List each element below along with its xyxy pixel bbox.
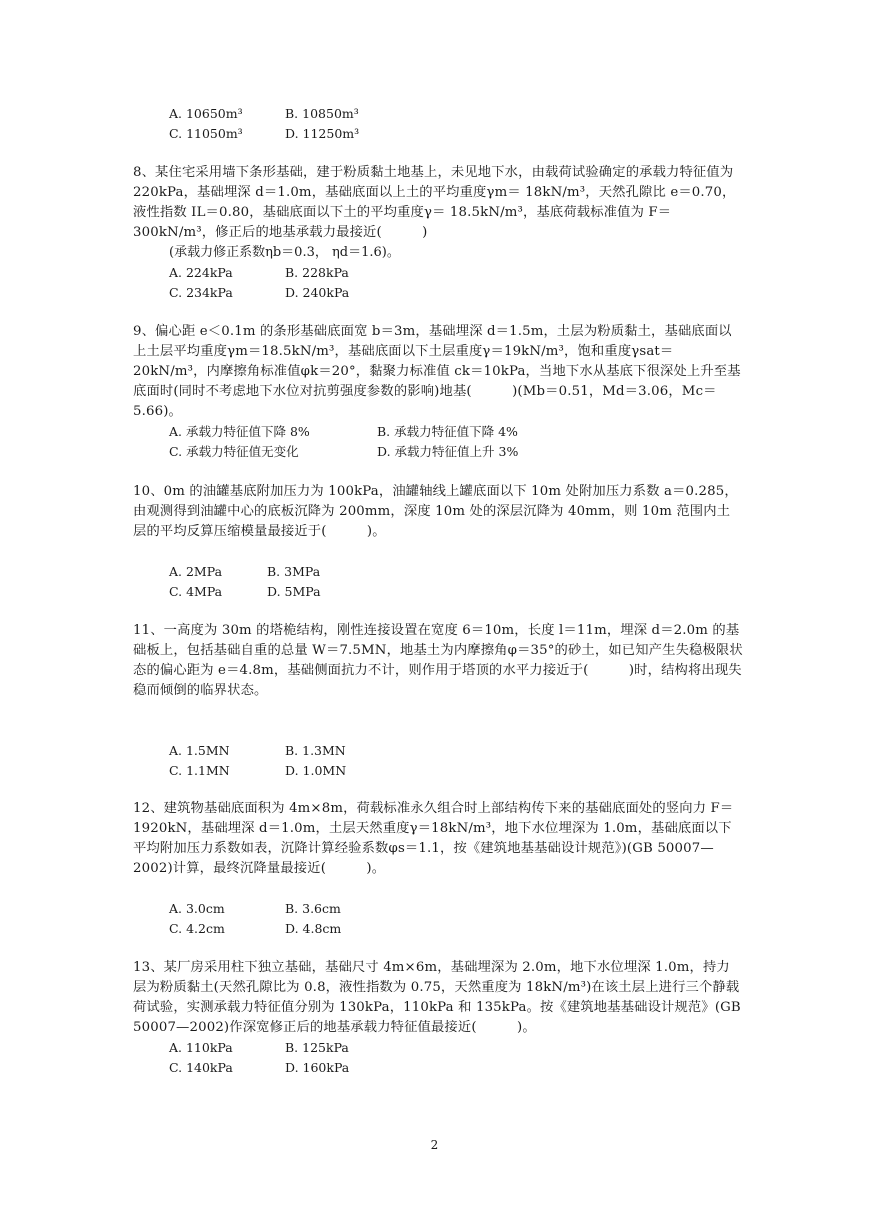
question-9-text: 9、偏心距 e＜0.1m 的条形基础底面宽 b＝3m，基础埋深 d＝1.5m，土层为粉质黏土，基础底面以上土层平均重度γm＝18.5kN/m³，基础底面以下土层重度γ＝19kN/m³，饱和重度γsat＝20kN/m³，内摩擦角标准值φk＝20°，黏聚力标准值 ck＝10kPa，当地下水从基底下很深处上升至基底面时(同时不考虑地下水位对抗剪强度参数的影响)地基( )(Mb＝0.51，Md＝3.06，Mc＝5.66)。: [133, 324, 741, 419]
option-d: D. 160kPa: [285, 1060, 350, 1075]
question-10: [133, 482, 743, 602]
option-row: [169, 761, 743, 781]
option-row: [169, 263, 743, 283]
option-a: A. 承载力特征值下降 8%: [169, 424, 310, 439]
option-row: [169, 919, 743, 939]
option-a: A. 2MPa: [169, 564, 223, 579]
option-row: [169, 1038, 743, 1058]
question-10-text: 10、0m 的油罐基底附加压力为 100kPa，油罐轴线上罐底面以下 10m 处附加压力系数 a＝0.285，由观测得到油罐中心的底板沉降为 200mm，深度 10m 处的深层沉降为 40mm，则 10m 范围内土层的平均反算压缩模量最接近于( )。: [133, 484, 738, 539]
option-c: C. 234kPa: [169, 285, 233, 300]
option-row: [169, 124, 743, 144]
option-c: C. 11050m³: [169, 126, 243, 141]
question-12-text: 12、建筑物基础底面积为 4m×8m，荷载标准永久组合时上部结构传下来的基础底面处的竖向力 F＝1920kN，基础埋深 d＝1.0m，土层天然重度γ＝18kN/m³，地下水位埋深为 1.0m，基础底面以下平均附加压力系数如表，沉降计算经验系数φs＝1.1，按《建筑地基基础设计规范》)(GB 50007—2002)计算，最终沉降量最接近( )。: [133, 801, 734, 876]
option-row: [169, 899, 743, 919]
question-12-options: [169, 899, 743, 939]
option-b: B. 125kPa: [285, 1040, 349, 1055]
question-12: [133, 799, 743, 939]
option-b: B. 1.3MN: [285, 743, 346, 758]
option-d: D. 240kPa: [285, 285, 350, 300]
option-a: A. 224kPa: [169, 265, 233, 280]
question-10-options: [169, 562, 743, 602]
question-8-options: [169, 263, 743, 303]
option-b: B. 3MPa: [267, 564, 321, 579]
question-13-text: 13、某厂房采用柱下独立基础，基础尺寸 4m×6m，基础埋深为 2.0m，地下水位埋深 1.0m，持力层为粉质黏土(天然孔隙比为 0.8，液性指数为 0.75，天然重度为 18kN/m³)在该土层上进行三个静载荷试验，实测承载力特征值分别为 130kPa，110kPa 和 135kPa。按《建筑地基基础设计规范》(GB 50007—2002)作深宽修正后的地基承载力特征值最接近( )。: [133, 960, 741, 1035]
question-11: [133, 621, 743, 781]
question-8: [133, 163, 743, 303]
option-b: B. 228kPa: [285, 265, 349, 280]
option-c: C. 1.1MN: [169, 763, 230, 778]
question-8-note: (承载力修正系数ηb＝0.3， ηd＝1.6)。: [169, 245, 400, 260]
question-11-options: [169, 741, 743, 781]
question-9: [133, 322, 743, 462]
option-row: [169, 104, 743, 124]
option-b: B. 3.6cm: [285, 901, 341, 916]
option-c: C. 4.2cm: [169, 921, 225, 936]
option-b: B. 承载力特征值下降 4%: [377, 424, 518, 439]
page-number: 2: [430, 1138, 439, 1152]
question-13-options: [169, 1038, 743, 1078]
option-row: [169, 422, 743, 442]
option-d: D. 1.0MN: [285, 763, 347, 778]
option-row: [169, 442, 743, 462]
option-a: A. 3.0cm: [169, 901, 225, 916]
option-a: A. 10650m³: [169, 106, 243, 121]
question-7-options: [169, 104, 743, 144]
question-11-text: 11、一高度为 30m 的塔桅结构，刚性连接设置在宽度 6＝10m，长度 l＝11m，埋深 d＝2.0m 的基础板上，包括基础自重的总量 W＝7.5MN，地基土为内摩擦角φ＝35°的砂土，如已知产生失稳极限状态的偏心距为 e＝4.8m，基础侧面抗力不计，则作用于塔顶的水平力接近于( )时，结构将出现失稳而倾倒的临界状态。: [133, 623, 743, 698]
option-row: [169, 283, 743, 303]
question-8-text: 8、某住宅采用墙下条形基础，建于粉质黏土地基上，未见地下水，由载荷试验确定的承载力特征值为220kPa，基础埋深 d＝1.0m，基础底面以上土的平均重度γm＝ 18kN/m³，天然孔隙比 e＝0.70，液性指数 IL＝0.80，基础底面以下土的平均重度γ＝ 18.5kN/m³，基底荷载标准值为 F＝300kN/m³，修正后的地基承载力最接近( ): [133, 165, 736, 240]
option-a: A. 110kPa: [169, 1040, 233, 1055]
option-d: D. 5MPa: [267, 584, 321, 599]
option-c: C. 140kPa: [169, 1060, 233, 1075]
question-7-options-block: [133, 104, 743, 144]
option-row: [169, 741, 743, 761]
option-d: D. 承载力特征值上升 3%: [377, 444, 519, 459]
option-a: A. 1.5MN: [169, 743, 230, 758]
question-13: [133, 958, 743, 1078]
question-9-options: [169, 422, 743, 462]
option-c: C. 承载力特征值无变化: [169, 444, 299, 459]
option-row: [169, 1058, 743, 1078]
option-d: D. 11250m³: [285, 126, 360, 141]
option-row: [169, 582, 743, 602]
option-row: [169, 562, 743, 582]
option-c: C. 4MPa: [169, 584, 223, 599]
option-b: B. 10850m³: [285, 106, 359, 121]
option-d: D. 4.8cm: [285, 921, 342, 936]
